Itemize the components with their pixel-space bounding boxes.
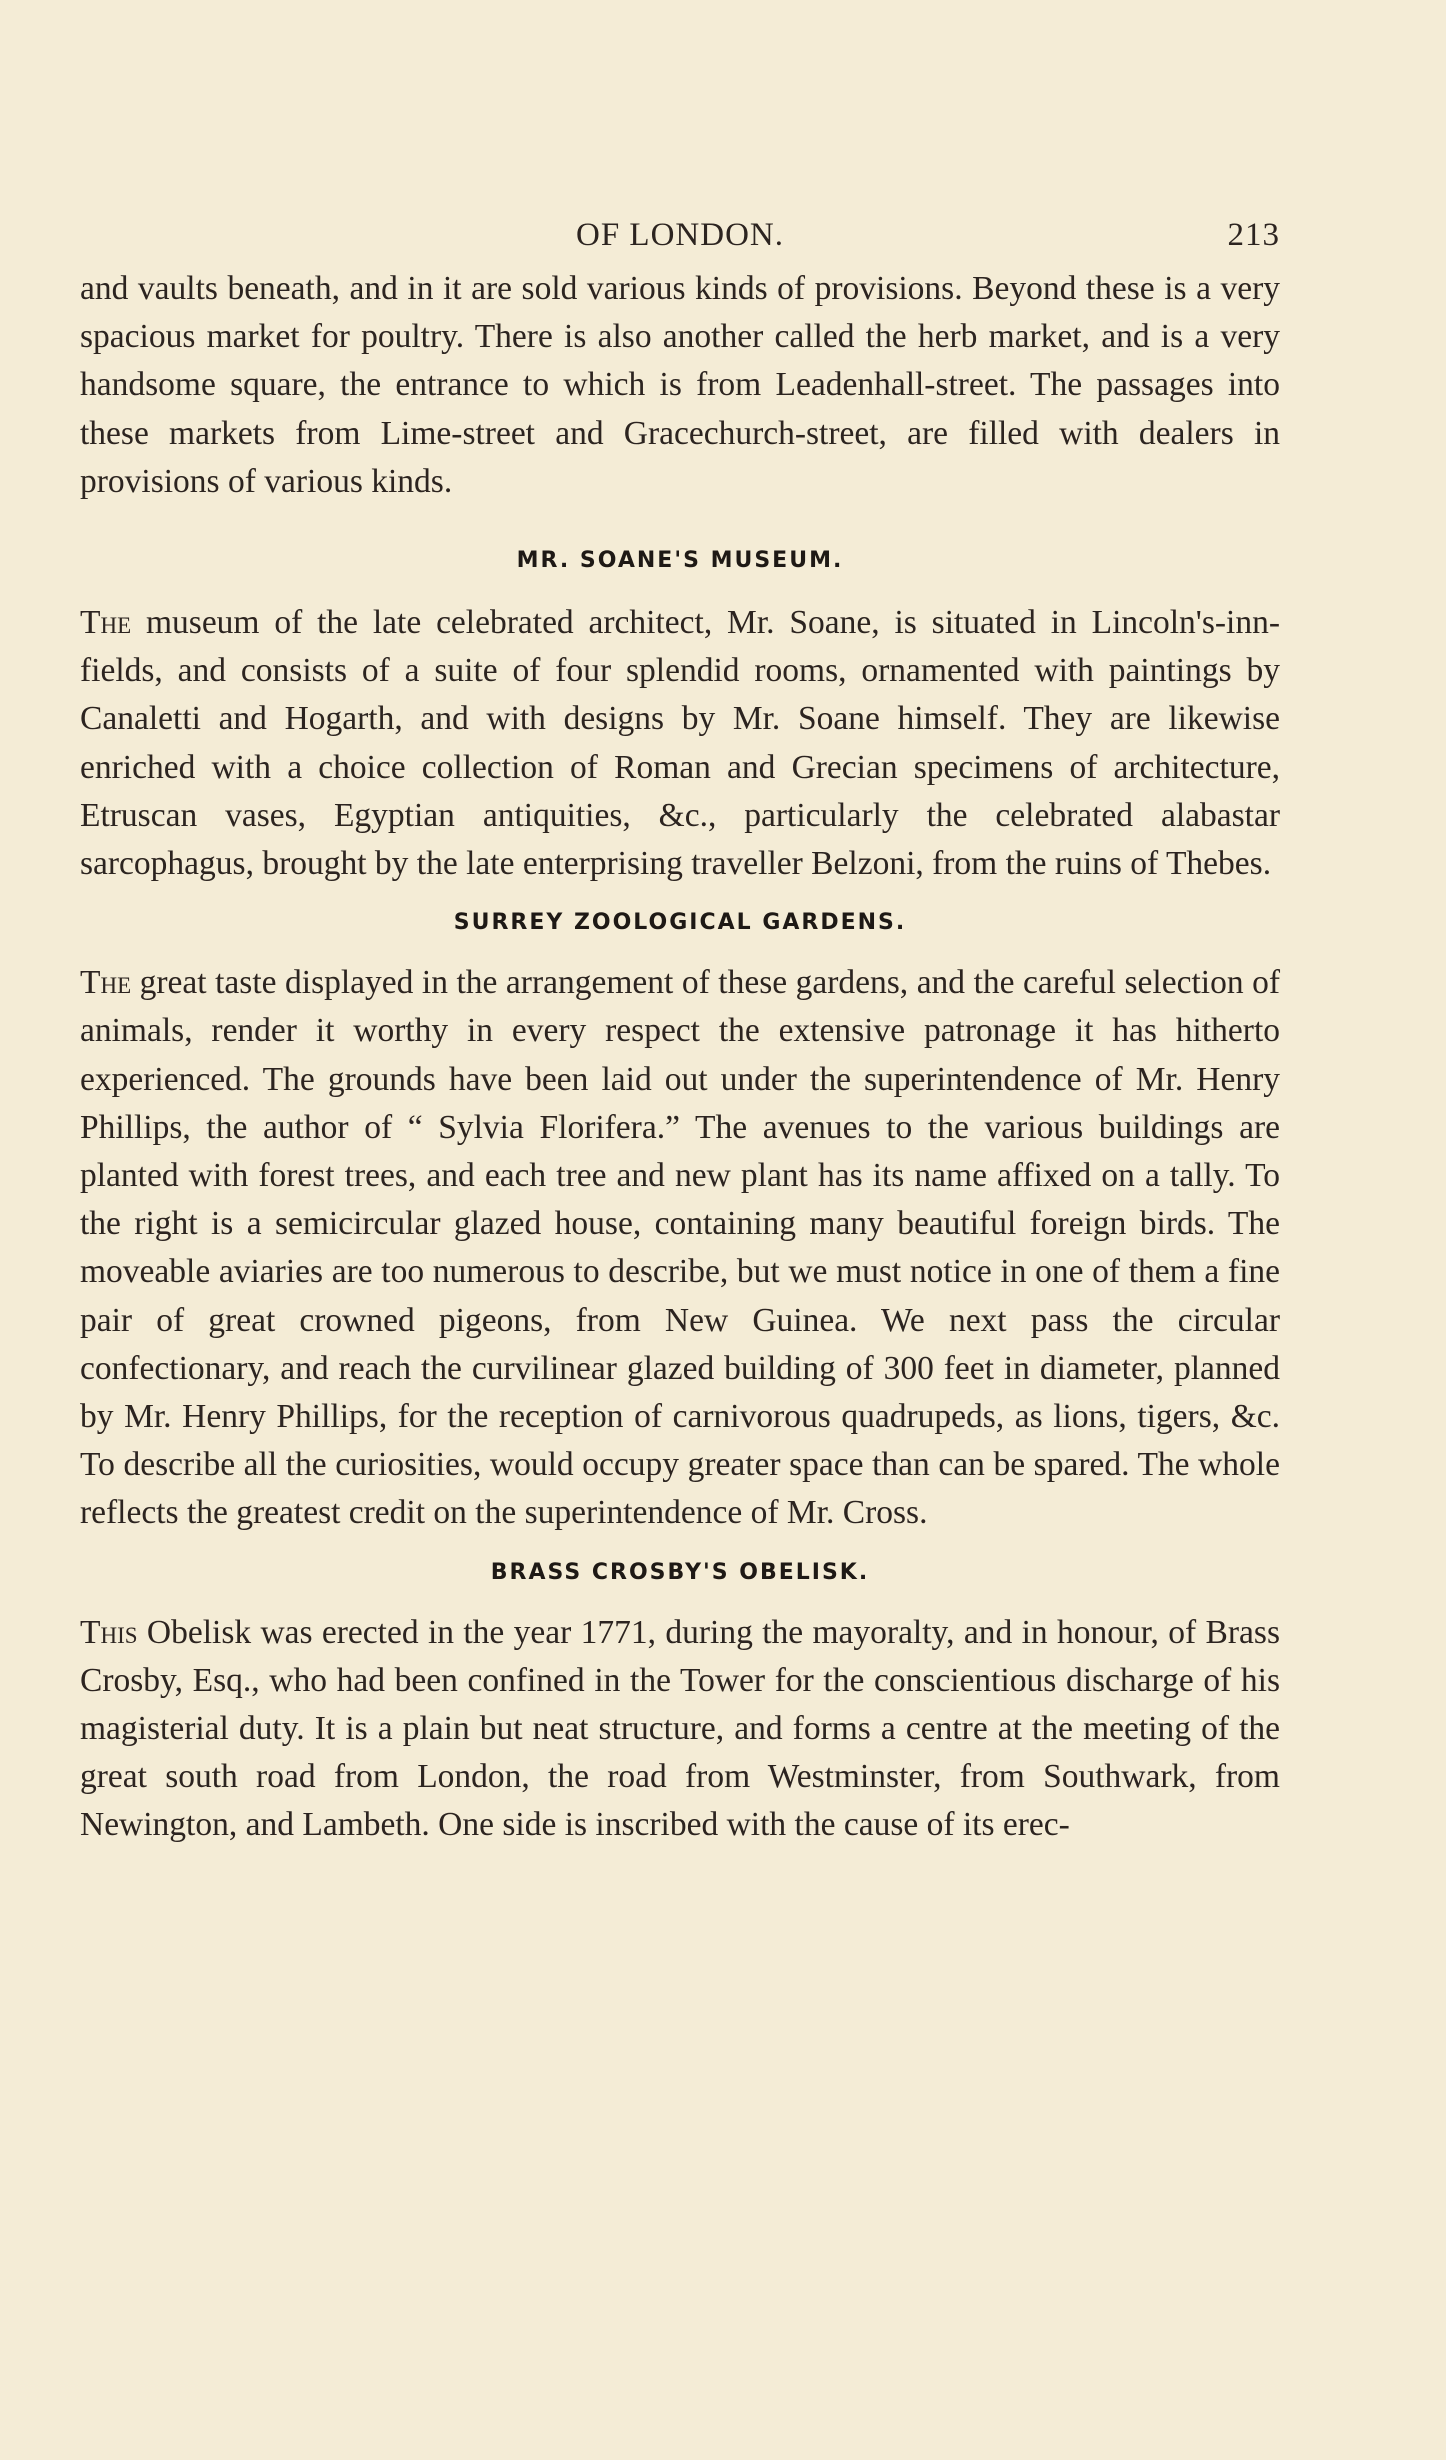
- section-heading-surrey-zoological-gardens: SURREY ZOOLOGICAL GARDENS.: [453, 910, 907, 936]
- running-title: OF LONDON.: [576, 217, 784, 253]
- zoological-gardens-paragraph: [80, 959, 1280, 1537]
- paragraph-text: great taste displayed in the arrangement of these gardens, and the careful selection of animals, render it worthy in every respect the extensive patronage it has hitherto experienced. The grounds have been laid out under the superintendence of Mr. Henry Phillips, the author of “ Sylvia Florifera.” The avenues to the various buildings are planted with forest trees, and each tree and new plant has its name affixed on a tally. To the right is a semicircular glazed house, containing many beautiful foreign birds. The moveable aviaries are too numerous to describe, but we must notice in one of them a fine pair of great crowned pigeons, from New Guinea. We next pass the circular confectionary, and reach the curvilinear glazed building of 300 feet in diameter, planned by Mr. Henry Phillips, for the reception of carnivorous quadrupeds, as lions, tigers, &c. To describe all the curiosities, would occupy greater space than can be spared. The whole reflects the greatest credit on the superintendence of Mr. Cross.: [80, 964, 1280, 1532]
- soane-museum-paragraph: [80, 599, 1280, 888]
- page-number: 213: [1227, 217, 1280, 253]
- paragraph-text: museum of the late celebrated architect, Mr. Soane, is situated in Lincoln's-inn-fields, and consists of a suite of four splendid rooms, ornamented with paintings by Canaletti and Hogarth, and with designs by Mr. Soane himself. They are likewise enriched with a choice collection of Roman and Grecian specimens of architecture, Etruscan vases, Egyptian antiquities, &c., particularly the celebrated alabastar sarcophagus, brought by the late enterprising traveller Belzoni, from the ruins of Thebes.: [80, 604, 1280, 883]
- paragraph-lead-word: The: [80, 604, 132, 642]
- obelisk-paragraph: [80, 1609, 1280, 1850]
- paragraph-text: Obelisk was erected in the year 1771, during the mayoralty, and in honour, of Brass Crosby, Esq., who had been confined in the Tower for the conscientious discharge of his magisterial duty. It is a plain but neat structure, and forms a centre at the meeting of the great south road from London, the road from Westminster, from Southwark, from Newington, and Lambeth. One side is inscribed with the cause of its erec-: [80, 1613, 1280, 1844]
- paragraph-text: and vaults beneath, and in it are sold various kinds of provisions. Beyond these is a very spacious market for poultry. There is also another called the herb market, and is a very handsome square, the entrance to which is from Leadenhall-street. The passages into these markets from Lime-street and Gracechurch-street, are filled with dealers in provisions of various kinds.: [80, 270, 1280, 500]
- running-head: [80, 205, 1280, 265]
- paragraph-lead-word: The: [80, 964, 132, 1002]
- book-page: [80, 205, 1280, 1850]
- market-continuation-paragraph: [80, 265, 1280, 506]
- paragraph-lead-word: This: [80, 1613, 138, 1651]
- section-heading-brass-crosby-obelisk: BRASS CROSBY'S OBELISK.: [490, 1559, 870, 1585]
- section-heading-soane-museum: MR. SOANE'S MUSEUM.: [516, 548, 844, 574]
